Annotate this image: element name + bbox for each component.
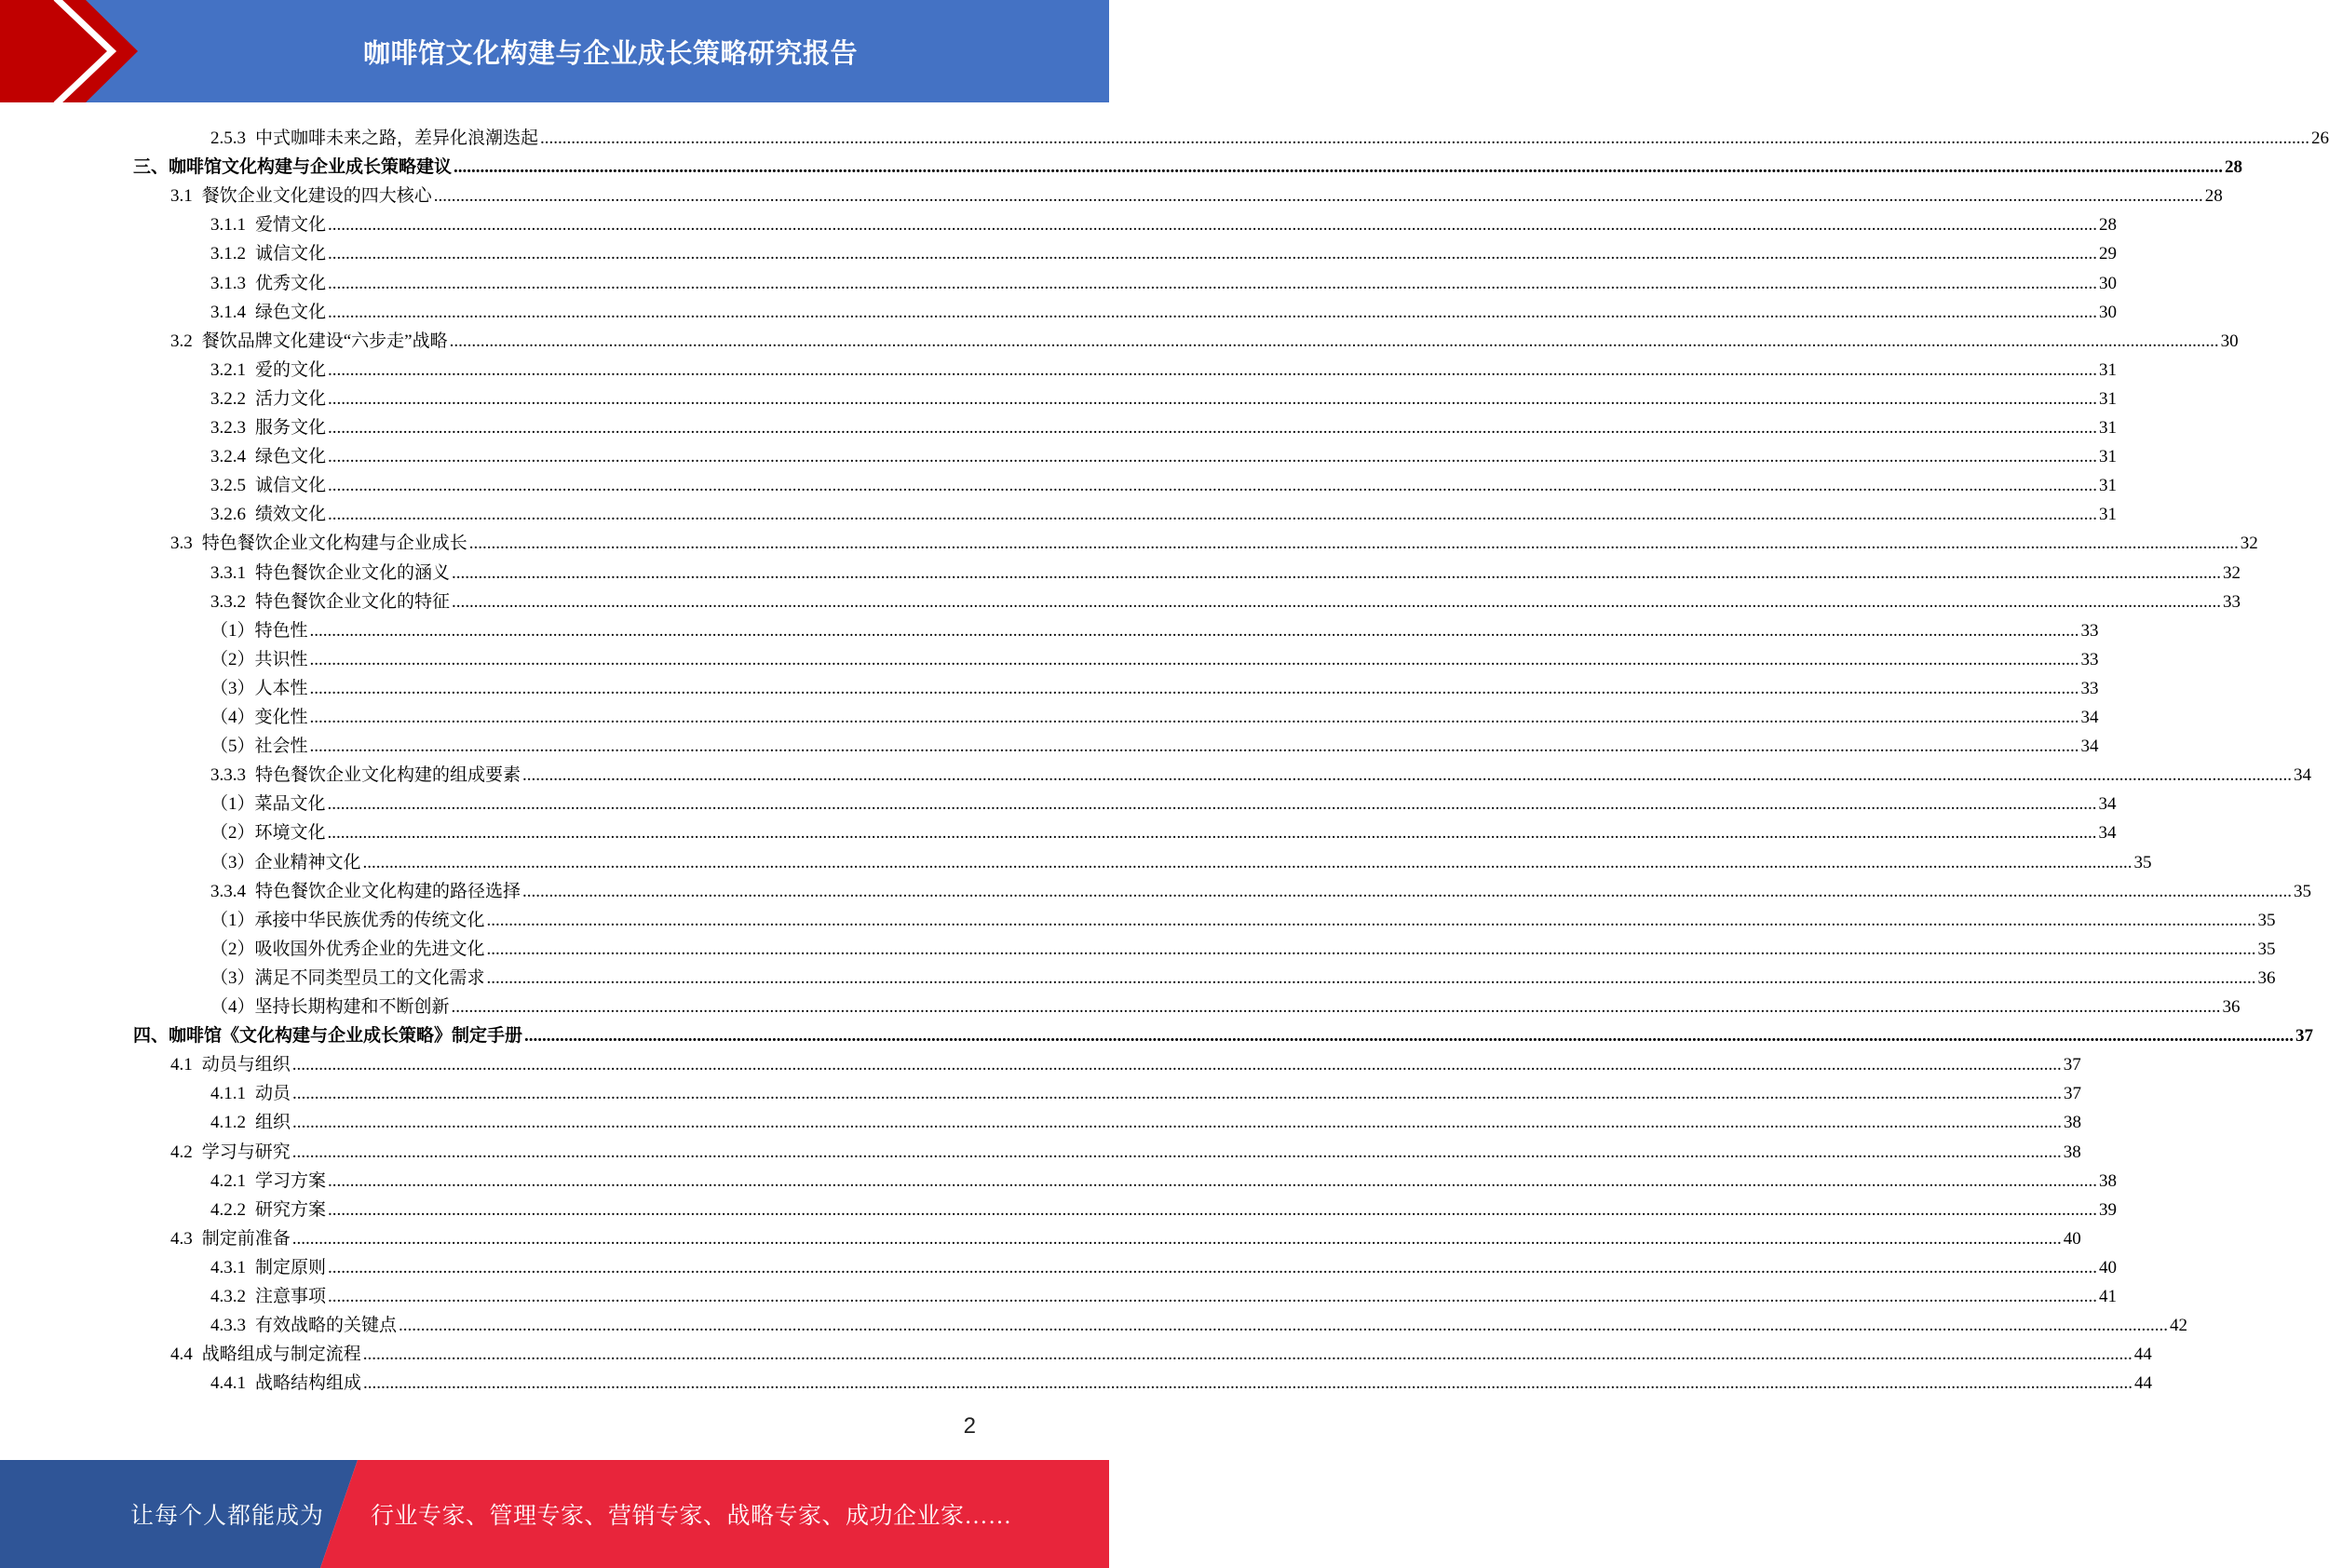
toc-entry-page: 33 xyxy=(2080,620,2099,641)
toc-entry[interactable] xyxy=(170,525,2258,554)
page-header xyxy=(0,0,1109,102)
toc-entry-page: 31 xyxy=(2099,505,2118,525)
toc-entry-page: 38 xyxy=(2099,1170,2118,1191)
toc-entry[interactable] xyxy=(210,931,2276,960)
toc-dot-leader: ................................................................................................................................................................................................................................................................................................................................................................................................................ xyxy=(328,418,2098,438)
toc-entry-page: 31 xyxy=(2099,476,2118,496)
toc-dot-leader: ................................................................................................................................................................................................................................................................................................................................................................................................................ xyxy=(454,157,2224,178)
toc-entry-page: 37 xyxy=(2063,1055,2081,1075)
toc-entry[interactable] xyxy=(210,670,2099,699)
toc-dot-leader: ................................................................................................................................................................................................................................................................................................................................................................................................................ xyxy=(451,997,2221,1017)
toc-entry-title: 特色餐饮企业文化的涵义 xyxy=(255,562,451,583)
toc-entry-number: 3.1.3 xyxy=(210,273,246,293)
toc-entry-page: 33 xyxy=(2080,649,2099,669)
toc-dot-leader: ................................................................................................................................................................................................................................................................................................................................................................................................................ xyxy=(468,534,2239,554)
toc-entry-title: 动员与组织 xyxy=(201,1055,291,1075)
toc-entry-number: 4.3.1 xyxy=(210,1257,246,1277)
toc-entry-number: 3.2.4 xyxy=(210,447,246,467)
toc-entry-title: 动员 xyxy=(255,1084,291,1104)
toc-entry[interactable] xyxy=(133,149,2243,178)
toc-entry-title: 注意事项 xyxy=(255,1287,327,1306)
toc-dot-leader: ................................................................................................................................................................................................................................................................................................................................................................................................................ xyxy=(309,649,2079,669)
toc-entry-title: （3）企业精神文化 xyxy=(210,852,361,872)
toc-entry-title: 战略组成与制定流程 xyxy=(201,1345,361,1365)
toc-dot-leader: ................................................................................................................................................................................................................................................................................................................................................................................................................ xyxy=(328,476,2098,496)
toc-dot-leader: ................................................................................................................................................................................................................................................................................................................................................................................................................ xyxy=(328,1170,2098,1191)
toc-dot-leader: ................................................................................................................................................................................................................................................................................................................................................................................................................ xyxy=(362,1345,2133,1365)
toc-entry-page: 41 xyxy=(2099,1287,2118,1306)
toc-dot-leader: ................................................................................................................................................................................................................................................................................................................................................................................................................ xyxy=(327,794,2097,815)
toc-entry[interactable] xyxy=(210,1365,2153,1394)
toc-entry-title: 绩效文化 xyxy=(255,505,327,525)
toc-entry[interactable] xyxy=(210,439,2118,467)
toc-dot-leader: ................................................................................................................................................................................................................................................................................................................................................................................................................ xyxy=(291,1055,2062,1075)
toc-entry-title: 有效战略的关键点 xyxy=(255,1316,398,1336)
toc-entry-title: （2）共识性 xyxy=(210,649,308,669)
toc-dot-leader: ................................................................................................................................................................................................................................................................................................................................................................................................................ xyxy=(328,244,2098,264)
toc-dot-leader: ................................................................................................................................................................................................................................................................................................................................................................................................................ xyxy=(327,823,2097,844)
toc-entry-title: 学习方案 xyxy=(255,1170,327,1191)
toc-entry-page: 31 xyxy=(2099,359,2118,380)
toc-entry-number: 3.2 xyxy=(170,331,193,351)
toc-entry[interactable] xyxy=(170,323,2239,352)
toc-entry-title: （1）特色性 xyxy=(210,620,308,641)
toc-entry-number: 3.2.6 xyxy=(210,505,246,525)
toc-entry-title: 优秀文化 xyxy=(255,273,327,293)
toc-entry-number: 4.1.2 xyxy=(210,1113,246,1133)
toc-dot-leader: ................................................................................................................................................................................................................................................................................................................................................................................................................ xyxy=(328,1199,2098,1220)
toc-entry[interactable] xyxy=(210,294,2118,323)
toc-entry-page: 31 xyxy=(2099,388,2118,409)
toc-entry-number: 3.2.1 xyxy=(210,359,246,380)
toc-entry-number: 3.2.2 xyxy=(210,388,246,409)
toc-entry-title: 餐饮品牌文化建设“六步走”战略 xyxy=(201,331,448,351)
toc-entry-number: 3.1.1 xyxy=(210,215,246,236)
toc-entry-page: 33 xyxy=(2223,591,2241,612)
toc-dot-leader: ................................................................................................................................................................................................................................................................................................................................................................................................................ xyxy=(309,737,2079,757)
toc-entry-title: 诚信文化 xyxy=(255,476,327,496)
toc-entry-page: 42 xyxy=(2170,1316,2188,1336)
toc-dot-leader: ................................................................................................................................................................................................................................................................................................................................................................................................................ xyxy=(291,1142,2062,1162)
toc-entry-number: 4.2 xyxy=(170,1142,193,1162)
toc-entry-number: 3.1 xyxy=(170,186,193,207)
toc-entry-title: （2）吸收国外优秀企业的先进文化 xyxy=(210,939,485,959)
toc-entry[interactable] xyxy=(210,873,2312,902)
toc-entry-page: 38 xyxy=(2063,1142,2081,1162)
toc-entry-page: 40 xyxy=(2099,1257,2118,1277)
toc-dot-leader: ................................................................................................................................................................................................................................................................................................................................................................................................................ xyxy=(292,1113,2063,1133)
toc-entry[interactable] xyxy=(170,178,2223,207)
toc-entry[interactable] xyxy=(210,757,2312,786)
toc-entry-number: 4.2.1 xyxy=(210,1170,246,1191)
toc-entry-page: 34 xyxy=(2294,765,2312,786)
toc-entry[interactable] xyxy=(210,555,2241,584)
toc-dot-leader: ................................................................................................................................................................................................................................................................................................................................................................................................................ xyxy=(486,910,2256,930)
toc-entry-page: 38 xyxy=(2064,1113,2082,1133)
toc-dot-leader: ................................................................................................................................................................................................................................................................................................................................................................................................................ xyxy=(328,359,2098,380)
toc-entry-number: 4.3.3 xyxy=(210,1316,246,1336)
toc-entry-title: 特色餐饮企业文化构建的路径选择 xyxy=(255,881,521,901)
toc-dot-leader: ................................................................................................................................................................................................................................................................................................................................................................................................................ xyxy=(309,620,2079,641)
toc-entry[interactable] xyxy=(210,1278,2118,1307)
toc-entry-title: 战略结构组成 xyxy=(255,1373,362,1394)
toc-entry[interactable] xyxy=(170,1134,2081,1163)
toc-entry-title: （5）社会性 xyxy=(210,737,308,757)
toc-entry-number: 4.3 xyxy=(170,1228,193,1249)
toc-entry-page: 34 xyxy=(2080,708,2099,727)
toc-entry-title: （1）承接中华民族优秀的传统文化 xyxy=(210,910,485,930)
toc-dot-leader: ................................................................................................................................................................................................................................................................................................................................................................................................................ xyxy=(363,1373,2133,1394)
toc-entry[interactable] xyxy=(210,410,2118,439)
toc-entry[interactable] xyxy=(210,265,2118,294)
toc-entry-title: （4）坚持长期构建和不断创新 xyxy=(210,997,450,1017)
toc-dot-leader: ................................................................................................................................................................................................................................................................................................................................................................................................................ xyxy=(328,1257,2098,1277)
toc-entry-page: 31 xyxy=(2099,418,2118,438)
toc-entry[interactable] xyxy=(210,786,2117,815)
toc-entry-page: 28 xyxy=(2204,186,2223,207)
toc-dot-leader: ................................................................................................................................................................................................................................................................................................................................................................................................................ xyxy=(309,678,2079,698)
toc-entry-page: 35 xyxy=(2133,852,2152,872)
toc-entry-title: 组织 xyxy=(255,1113,291,1133)
report-title: 咖啡馆文化构建与企业成长策略研究报告 xyxy=(362,38,858,69)
toc-entry[interactable] xyxy=(210,845,2152,873)
toc-dot-leader: ................................................................................................................................................................................................................................................................................................................................................................................................................ xyxy=(452,591,2222,612)
toc-dot-leader: ................................................................................................................................................................................................................................................................................................................................................................................................................ xyxy=(328,447,2098,467)
toc-entry-page: 34 xyxy=(2080,737,2099,757)
toc-entry-number: 2.5.3 xyxy=(210,128,246,148)
toc-entry[interactable] xyxy=(210,1250,2118,1278)
toc-entry-page: 44 xyxy=(2134,1373,2153,1394)
toc-entry-page: 31 xyxy=(2099,447,2118,467)
toc-dot-leader: ................................................................................................................................................................................................................................................................................................................................................................................................................ xyxy=(486,939,2256,959)
toc-entry-title: 四、咖啡馆《文化构建与企业成长策略》制定手册 xyxy=(133,1026,523,1047)
toc-entry-page: 37 xyxy=(2295,1026,2314,1047)
toc-entry[interactable] xyxy=(210,207,2118,236)
toc-dot-leader: ................................................................................................................................................................................................................................................................................................................................................................................................................ xyxy=(522,881,2293,901)
toc-entry-title: （2）环境文化 xyxy=(210,823,326,844)
toc-entry-title: 绿色文化 xyxy=(255,447,327,467)
toc-entry[interactable] xyxy=(210,642,2099,670)
toc-dot-leader: ................................................................................................................................................................................................................................................................................................................................................................................................................ xyxy=(433,186,2203,207)
toc-entry-page: 30 xyxy=(2099,273,2118,293)
toc-entry-page: 40 xyxy=(2063,1228,2081,1249)
toc-entry-page: 28 xyxy=(2099,215,2118,236)
toc-entry-title: 诚信文化 xyxy=(255,244,327,264)
toc-entry[interactable] xyxy=(210,728,2099,757)
toc-entry-title: （3）人本性 xyxy=(210,678,308,698)
toc-entry-page: 44 xyxy=(2133,1345,2152,1365)
toc-entry-page: 36 xyxy=(2257,967,2276,988)
toc-entry-number: 4.2.2 xyxy=(210,1199,246,1220)
toc-entry-page: 36 xyxy=(2222,997,2241,1017)
toc-entry-page: 35 xyxy=(2294,881,2312,901)
toc-entry-title: 制定原则 xyxy=(255,1257,327,1277)
toc-entry-number: 3.3 xyxy=(170,534,193,554)
toc-entry-number: 4.1 xyxy=(170,1055,193,1075)
toc-dot-leader: ................................................................................................................................................................................................................................................................................................................................................................................................................ xyxy=(328,505,2098,525)
toc-entry-page: 26 xyxy=(2311,128,2329,148)
toc-entry-number: 4.4 xyxy=(170,1345,193,1365)
toc-dot-leader: ................................................................................................................................................................................................................................................................................................................................................................................................................ xyxy=(309,708,2079,727)
toc-entry-page: 35 xyxy=(2257,910,2276,930)
toc-entry-number: 3.3.3 xyxy=(210,765,246,786)
toc-entry-number: 3.2.5 xyxy=(210,476,246,496)
toc-entry-title: 服务文化 xyxy=(255,418,327,438)
toc-entry-number: 4.4.1 xyxy=(210,1373,246,1394)
toc-dot-leader: ................................................................................................................................................................................................................................................................................................................................................................................................................ xyxy=(486,967,2256,988)
toc-entry-page: 30 xyxy=(2099,302,2118,322)
toc-entry-title: 学习与研究 xyxy=(201,1142,291,1162)
toc-entry-number: 3.1.4 xyxy=(210,302,246,322)
toc-entry[interactable] xyxy=(210,699,2099,728)
toc-entry-title: 制定前准备 xyxy=(201,1228,291,1249)
toc-entry[interactable] xyxy=(210,236,2118,264)
toc-entry-page: 34 xyxy=(2098,823,2117,844)
toc-dot-leader: ................................................................................................................................................................................................................................................................................................................................................................................................................ xyxy=(540,128,2310,148)
toc-dot-leader: ................................................................................................................................................................................................................................................................................................................................................................................................................ xyxy=(328,302,2098,322)
toc-dot-leader: ................................................................................................................................................................................................................................................................................................................................................................................................................ xyxy=(328,388,2098,409)
toc-dot-leader: ................................................................................................................................................................................................................................................................................................................................................................................................................ xyxy=(328,1287,2098,1306)
toc-dot-leader: ................................................................................................................................................................................................................................................................................................................................................................................................................ xyxy=(399,1316,2169,1336)
toc-entry-number: 4.1.1 xyxy=(210,1084,246,1104)
toc-entry[interactable] xyxy=(210,960,2276,989)
page-footer xyxy=(0,1460,1109,1568)
toc-entry-number: 3.3.1 xyxy=(210,562,246,583)
toc-entry[interactable] xyxy=(210,352,2118,381)
toc-entry[interactable] xyxy=(210,1104,2082,1133)
toc-entry-page: 30 xyxy=(2220,331,2239,351)
toc-entry[interactable] xyxy=(210,1075,2082,1104)
toc-entry-title: 爱情文化 xyxy=(255,215,327,236)
toc-entry[interactable] xyxy=(210,815,2117,844)
toc-entry[interactable] xyxy=(210,613,2099,642)
toc-entry-page: 28 xyxy=(2225,157,2243,178)
toc-entry-title: （1）菜品文化 xyxy=(210,794,326,815)
toc-entry-title: 三、咖啡馆文化构建与企业成长策略建议 xyxy=(133,157,453,178)
toc-dot-leader: ................................................................................................................................................................................................................................................................................................................................................................................................................ xyxy=(522,765,2293,786)
toc-entry[interactable] xyxy=(133,1018,2314,1047)
toc-entry-page: 37 xyxy=(2064,1084,2082,1104)
toc-entry-number: 3.1.2 xyxy=(210,244,246,264)
red-chevron-icon xyxy=(0,0,149,102)
toc-entry-title: 爱的文化 xyxy=(255,359,327,380)
toc-entry-page: 34 xyxy=(2098,794,2117,815)
toc-dot-leader: ................................................................................................................................................................................................................................................................................................................................................................................................................ xyxy=(328,273,2098,293)
toc-entry-number: 3.3.2 xyxy=(210,591,246,612)
toc-entry[interactable] xyxy=(210,584,2241,613)
toc-entry[interactable] xyxy=(170,1336,2152,1365)
toc-entry-title: 绿色文化 xyxy=(255,302,327,322)
toc-entry[interactable] xyxy=(210,1163,2118,1192)
toc-dot-leader: ................................................................................................................................................................................................................................................................................................................................................................................................................ xyxy=(362,852,2133,872)
toc-entry-number: 3.3.4 xyxy=(210,881,246,901)
toc-entry-page: 35 xyxy=(2257,939,2276,959)
toc-entry-title: 活力文化 xyxy=(255,388,327,409)
footer-slogan-left: 让每个人都能成为 xyxy=(130,1504,325,1529)
toc-entry[interactable] xyxy=(210,120,2329,149)
toc-entry-page: 32 xyxy=(2223,562,2241,583)
page-number: 2 xyxy=(963,1413,976,1439)
toc-entry-title: 餐饮企业文化建设的四大核心 xyxy=(201,186,432,207)
toc-entry[interactable] xyxy=(210,1192,2118,1221)
toc-entry-title: （4）变化性 xyxy=(210,708,308,727)
toc-entry-title: 特色餐饮企业文化构建的组成要素 xyxy=(255,765,521,786)
toc-entry-title: 中式咖啡未来之路，差异化浪潮迭起 xyxy=(255,128,539,148)
toc-dot-leader: ................................................................................................................................................................................................................................................................................................................................................................................................................ xyxy=(449,331,2219,351)
toc-entry[interactable] xyxy=(170,1221,2081,1250)
toc-entry[interactable] xyxy=(210,381,2118,410)
toc-entry[interactable] xyxy=(210,467,2118,496)
toc-entry[interactable] xyxy=(210,1307,2188,1336)
toc-entry-page: 33 xyxy=(2080,678,2099,698)
toc-entry[interactable] xyxy=(210,496,2118,525)
toc-entry[interactable] xyxy=(210,902,2276,931)
toc-dot-leader: ................................................................................................................................................................................................................................................................................................................................................................................................................ xyxy=(328,215,2098,236)
toc-entry-title: 研究方案 xyxy=(255,1199,327,1220)
toc-entry-title: （3）满足不同类型员工的文化需求 xyxy=(210,967,485,988)
toc-entry-title: 特色餐饮企业文化构建与企业成长 xyxy=(201,534,467,554)
toc-entry-title: 特色餐饮企业文化的特征 xyxy=(255,591,451,612)
toc-dot-leader: ................................................................................................................................................................................................................................................................................................................................................................................................................ xyxy=(452,562,2222,583)
toc-entry[interactable] xyxy=(170,1047,2081,1075)
toc-entry-page: 39 xyxy=(2099,1199,2118,1220)
toc-dot-leader: ................................................................................................................................................................................................................................................................................................................................................................................................................ xyxy=(292,1084,2063,1104)
toc-entry-number: 3.2.3 xyxy=(210,418,246,438)
toc-entry-number: 4.3.2 xyxy=(210,1287,246,1306)
toc-entry-page: 29 xyxy=(2099,244,2118,264)
toc-dot-leader: ................................................................................................................................................................................................................................................................................................................................................................................................................ xyxy=(524,1026,2295,1047)
toc-dot-leader: ................................................................................................................................................................................................................................................................................................................................................................................................................ xyxy=(291,1228,2062,1249)
toc-entry[interactable] xyxy=(210,989,2241,1018)
toc-entry-page: 32 xyxy=(2240,534,2258,554)
footer-slogan-right: 行业专家、管理专家、营销专家、战略专家、成功企业家…… xyxy=(371,1504,1012,1529)
